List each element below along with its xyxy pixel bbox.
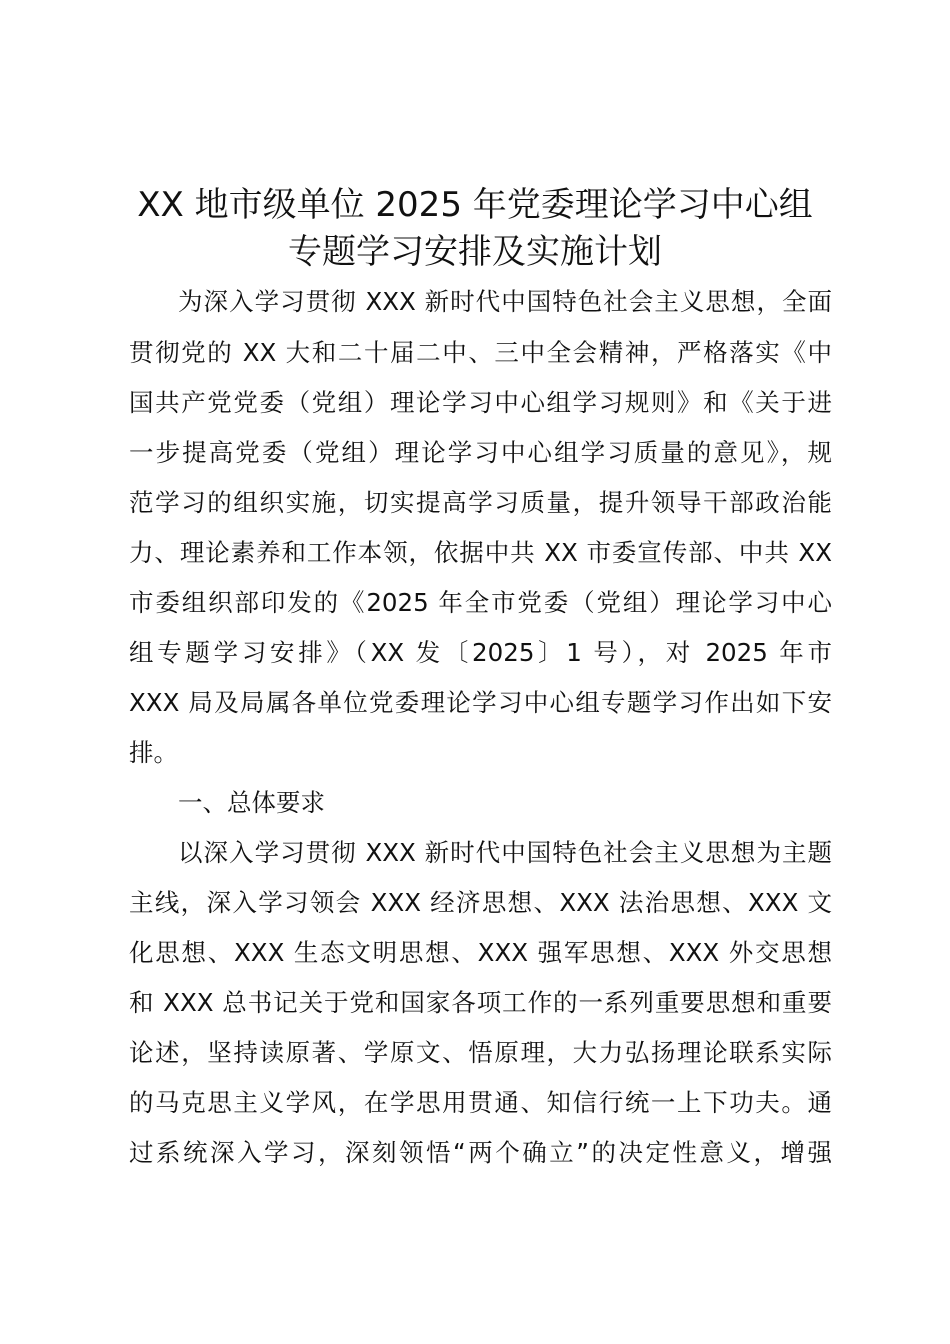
document-title-line-2: 专题学习安排及实施计划 [288,232,662,272]
paragraph-line: 贯彻党的 XX 大和二十届二中、三中全会精神，严格落实《中 [129,338,832,367]
paragraph-line: 国共产党党委（党组）理论学习中心组学习规则》和《关于进 [129,388,832,417]
paragraph-line: 主线，深入学习领会 XXX 经济思想、XXX 法治思想、XXX 文 [129,888,832,917]
paragraph-line: 论述，坚持读原著、学原文、悟原理，大力弘扬理论联系实际 [129,1038,832,1067]
section-heading: 一、总体要求 [178,788,325,817]
paragraph-line: 排。 [129,738,178,767]
paragraph-line: 市委组织部印发的《2025 年全市党委（党组）理论学习中心 [129,588,832,617]
document-title-line-1: XX 地市级单位 2025 年党委理论学习中心组 [137,185,813,225]
paragraph-line: 以深入学习贯彻 XXX 新时代中国特色社会主义思想为主题 [178,838,832,867]
paragraph-line: 为深入学习贯彻 XXX 新时代中国特色社会主义思想，全面 [178,287,832,316]
paragraph-line: 范学习的组织实施，切实提高学习质量，提升领导干部政治能 [129,488,832,517]
paragraph-line: 的马克思主义学风，在学思用贯通、知信行统一上下功夫。通 [129,1088,832,1117]
paragraph-line: 力、理论素养和工作本领，依据中共 XX 市委宣传部、中共 XX [129,538,832,567]
paragraph-line: XXX 局及局属各单位党委理论学习中心组专题学习作出如下安 [129,688,832,717]
paragraph-line: 和 XXX 总书记关于党和国家各项工作的一系列重要思想和重要 [129,988,832,1017]
paragraph-line: 组专题学习安排》（XX 发〔2025〕1 号），对 2025 年市 [129,638,832,667]
paragraph-line: 过系统深入学习，深刻领悟“两个确立”的决定性意义，增强 [129,1138,832,1167]
paragraph-line: 一步提高党委（党组）理论学习中心组学习质量的意见》，规 [129,438,832,467]
paragraph-line: 化思想、XXX 生态文明思想、XXX 强军思想、XXX 外交思想 [129,938,832,967]
